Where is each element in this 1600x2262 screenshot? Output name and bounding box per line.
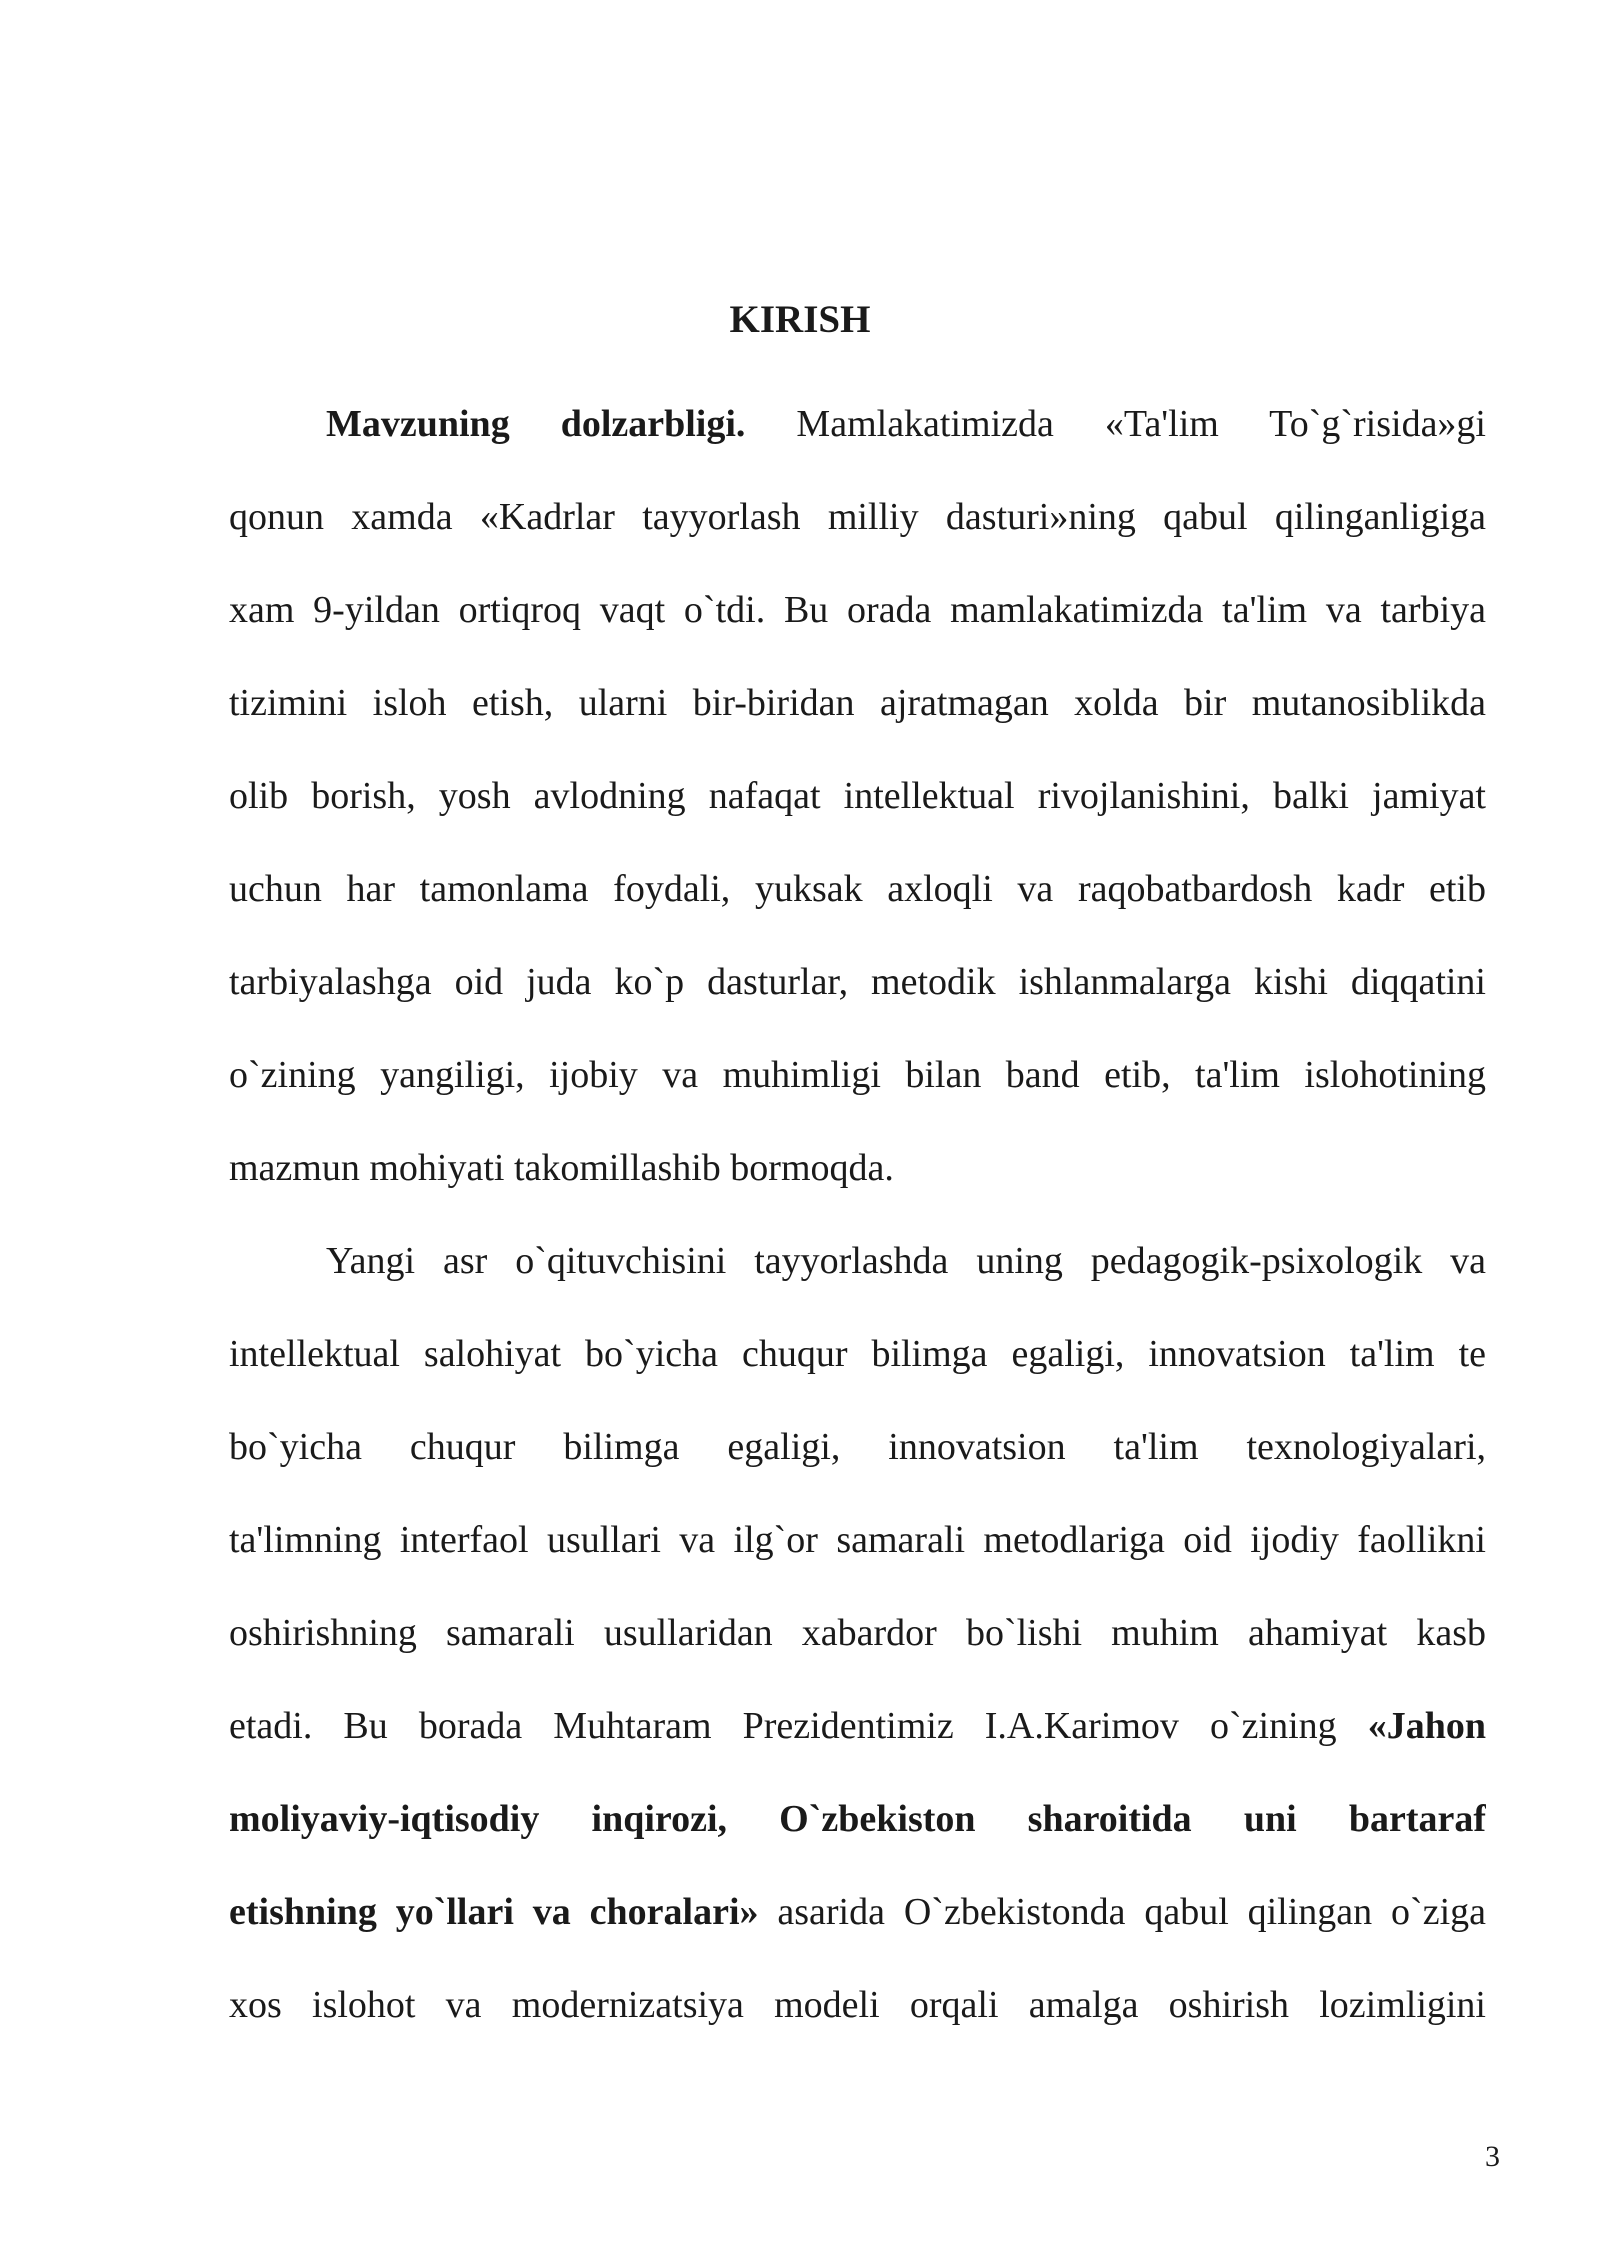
- body-text: [229, 378, 1486, 2052]
- paragraph-line: [229, 1680, 1486, 1773]
- paragraph-line: oshirishning samarali usullaridan xabardor bo`lishi muhim ahamiyat kasb: [229, 1612, 1486, 1654]
- paragraph-line: ta'limning interfaol usullari va ilg`or samarali metodlariga oid ijodiy faollikni: [229, 1519, 1486, 1561]
- page-number: 3: [1485, 2140, 1500, 2173]
- page-title: KIRISH: [729, 298, 871, 341]
- paragraph-line: tarbiyalashga oid juda ko`p dasturlar, metodik ishlanmalarga kishi diqqatini: [229, 961, 1486, 1003]
- paragraph-line: xos islohot va modernizatsiya modeli orqali amalga oshirish lozimligini: [229, 1984, 1486, 2026]
- line-text: asarida O`zbekistonda qabul qilingan o`ziga: [758, 1891, 1486, 1933]
- paragraph-line: tizimini isloh etish, ularni bir-biridan ajratmagan xolda bir mutanosiblikda: [229, 682, 1486, 724]
- paragraph-line: intellektual salohiyat bo`yicha chuqur bilimga egaligi, innovatsion ta'lim te: [229, 1333, 1486, 1375]
- paragraph-line: qonun xamda «Kadrlar tayyorlash milliy dasturi»ning qabul qilinganligiga: [229, 496, 1486, 538]
- paragraph-line: moliyaviy-iqtisodiy inqirozi, O`zbekiston sharoitida uni bartaraf: [229, 1798, 1486, 1840]
- paragraph-line: uchun har tamonlama foydali, yuksak axloqli va raqobatbardosh kadr etib: [229, 868, 1486, 910]
- paragraph-line: xam 9-yildan ortiqroq vaqt o`tdi. Bu orada mamlakatimizda ta'lim va tarbiya: [229, 589, 1486, 631]
- bold-tail: «Jahon: [1367, 1705, 1486, 1747]
- line-text: Mamlakatimizda «Ta'lim To`g`risida»gi: [745, 403, 1486, 445]
- paragraph-line: Yangi asr o`qituvchisini tayyorlashda uning pedagogik-psixologik va: [326, 1240, 1486, 1282]
- paragraph-line: olib borish, yosh avlodning nafaqat intellektual rivojlanishini, balki jamiyat: [229, 775, 1486, 817]
- bold-lead: Mavzuning dolzarbligi.: [326, 403, 746, 445]
- paragraph-line: [229, 1866, 1486, 1959]
- paragraph-line: bo`yicha chuqur bilimga egaligi, innovatsion ta'lim texnologiyalari,: [229, 1426, 1486, 1468]
- paragraph-line: mazmun mohiyati takomillashib bormoqda.: [229, 1147, 894, 1189]
- paragraph-line: [229, 378, 1486, 471]
- bold-lead: etishning yo`llari va choralari»: [229, 1891, 759, 1933]
- paragraph-line: o`zining yangiligi, ijobiy va muhimligi bilan band etib, ta'lim islohotining: [229, 1054, 1486, 1096]
- line-text: etadi. Bu borada Muhtaram Prezidentimiz I.A.Karimov o`zining: [229, 1705, 1368, 1747]
